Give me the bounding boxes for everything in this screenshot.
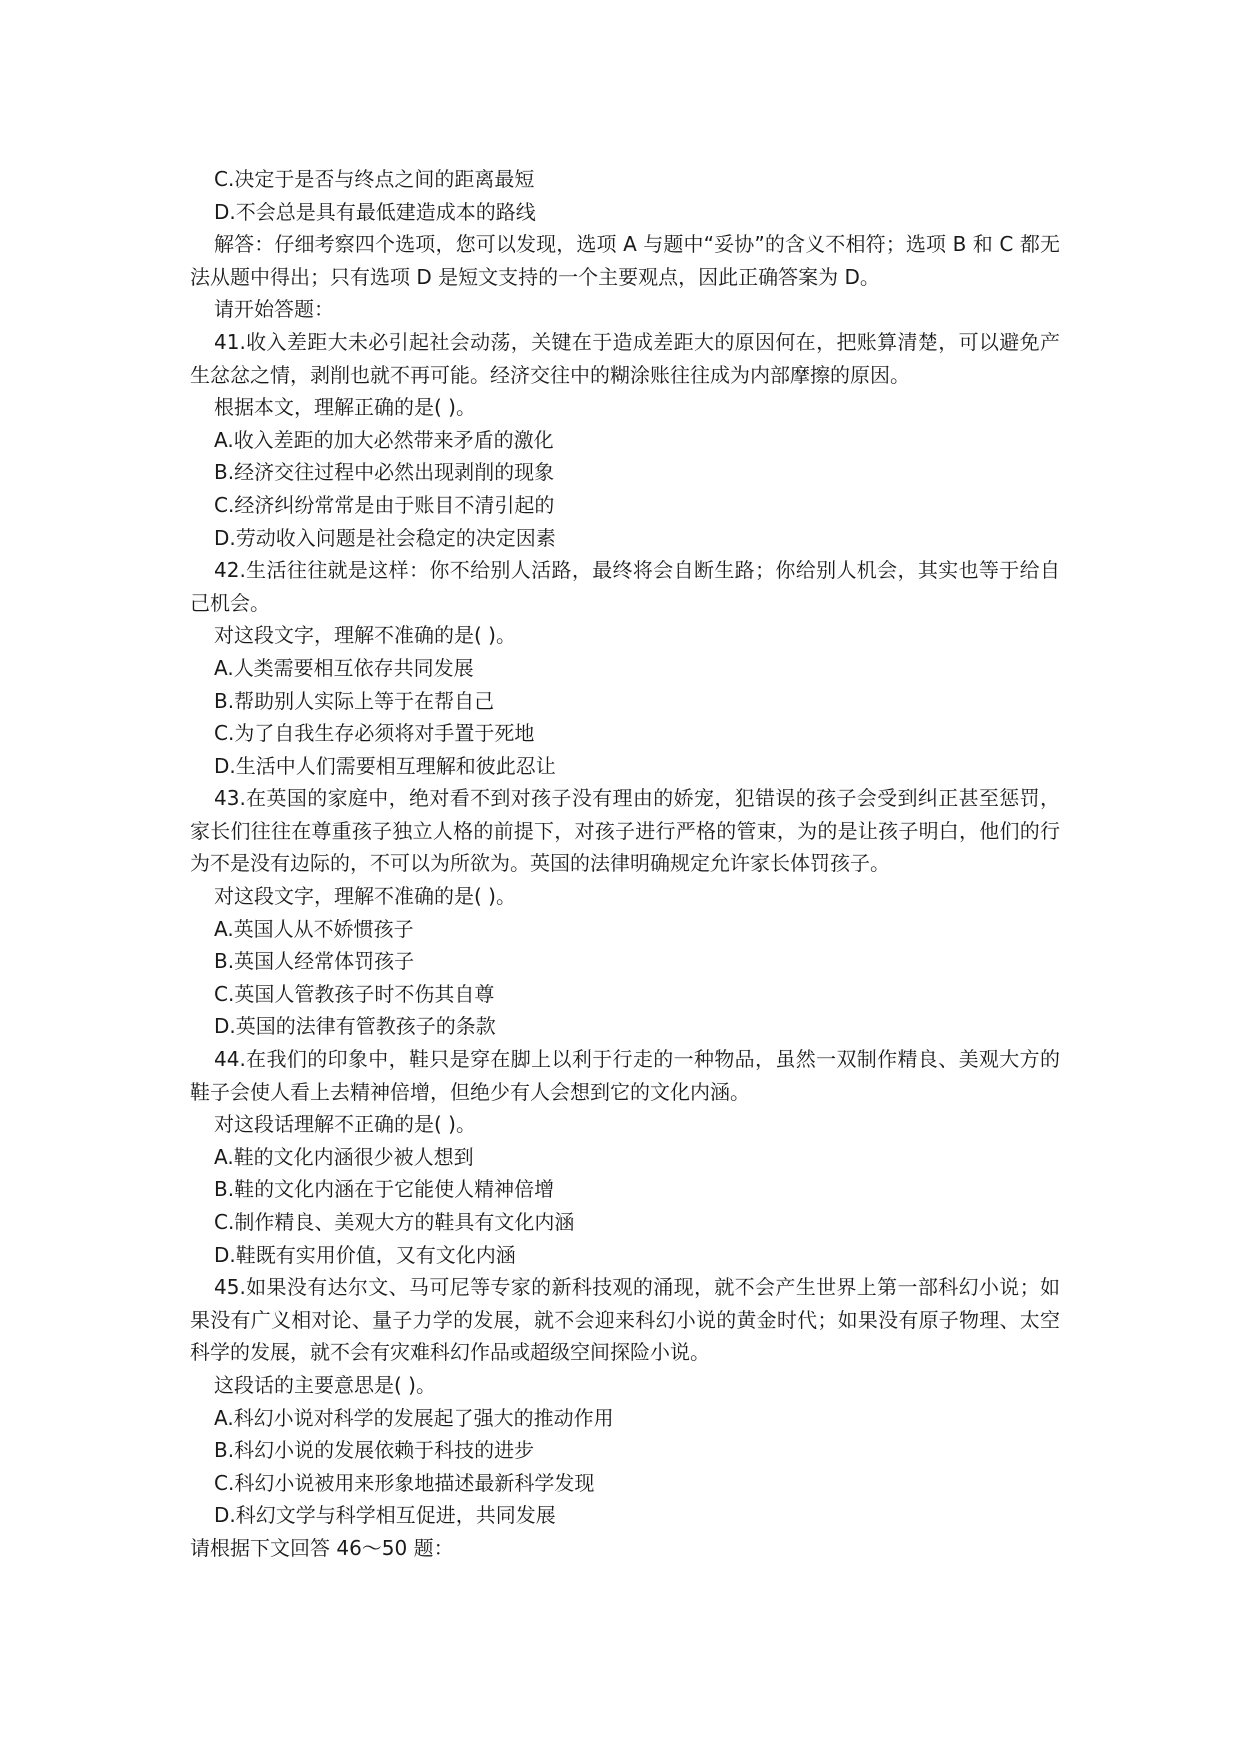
question-41-option-c: C.经济纠纷常常是由于账目不清引起的 — [214, 492, 555, 517]
question-44-option-d: D.鞋既有实用价值，又有文化内涵 — [214, 1242, 516, 1267]
question-43-option-d: D.英国的法律有管教孩子的条款 — [214, 1014, 496, 1039]
question-42-option-a: A.人类需要相互依存共同发展 — [214, 655, 474, 680]
question-41-option-b: B.经济交往过程中必然出现剥削的现象 — [214, 460, 555, 485]
question-45-option-a: A.科幻小说对科学的发展起了强大的推动作用 — [214, 1405, 614, 1430]
question-45-option-d: D.科幻文学与科学相互促进，共同发展 — [214, 1503, 556, 1528]
question-43-stem: 43.在英国的家庭中，绝对看不到对孩子没有理由的娇宠，犯错误的孩子会受到纠正甚至惩罚，家长们往往在尊重孩子独立人格的前提下，对孩子进行严格的管束，为的是让孩子明白，他们的行为不是没有边际的，不可以为所欲为。英国的法律明确规定允许家长体罚孩子。 — [190, 786, 1060, 876]
section-instruction: 请根据下文回答 46～50 题： — [190, 1535, 454, 1560]
question-44-stem: 44.在我们的印象中，鞋只是穿在脚上以利于行走的一种物品，虽然一双制作精良、美观大方的鞋子会使人看上去精神倍增，但绝少有人会想到它的文化内涵。 — [190, 1047, 1060, 1104]
question-44-option-c: C.制作精良、美观大方的鞋具有文化内涵 — [214, 1210, 575, 1234]
question-44-option-b: B.鞋的文化内涵在于它能使人精神倍增 — [214, 1177, 555, 1202]
question-42-option-b: B.帮助别人实际上等于在帮自己 — [214, 688, 495, 713]
question-45-option-c: C.科幻小说被用来形象地描述最新科学发现 — [214, 1470, 595, 1495]
question-42-stem: 42.生活往往就是这样：你不给别人活路，最终将会自断生路；你给别人机会，其实也等于给自己机会。 — [190, 558, 1060, 615]
option-c-prev: C.决定于是否与终点之间的距离最短 — [214, 167, 535, 191]
question-43-prompt: 对这段文字，理解不准确的是( )。 — [214, 884, 516, 909]
document-page — [190, 163, 1060, 1565]
question-44-prompt: 对这段话理解不正确的是( )。 — [214, 1112, 476, 1137]
question-41-option-a: A.收入差距的加大必然带来矛盾的激化 — [214, 427, 554, 452]
question-41-option-d: D.劳动收入问题是社会稳定的决定因素 — [214, 525, 556, 550]
question-45-option-b: B.科幻小说的发展依赖于科技的进步 — [214, 1438, 535, 1463]
question-43-option-b: B.英国人经常体罚孩子 — [214, 949, 415, 974]
question-41-prompt: 根据本文，理解正确的是( )。 — [214, 395, 476, 420]
question-43-option-c: C.英国人管教孩子时不伤其自尊 — [214, 981, 495, 1006]
question-42-option-d: D.生活中人们需要相互理解和彼此忍让 — [214, 753, 556, 778]
question-43-option-a: A.英国人从不娇惯孩子 — [214, 916, 414, 941]
option-d-prev: D.不会总是具有最低建造成本的路线 — [214, 199, 536, 224]
start-prompt: 请开始答题： — [214, 297, 334, 322]
question-44-option-a: A.鞋的文化内涵很少被人想到 — [214, 1144, 474, 1169]
question-45-stem: 45.如果没有达尔文、马可尼等专家的新科技观的涌现，就不会产生世界上第一部科幻小说；如果没有广义相对论、量子力学的发展，就不会迎来科幻小说的黄金时代；如果没有原子物理、太空科学的发展，就不会有灾难科幻作品或超级空间探险小说。 — [190, 1275, 1060, 1365]
question-42-option-c: C.为了自我生存必须将对手置于死地 — [214, 721, 535, 746]
answer-explanation: 解答：仔细考察四个选项，您可以发现，选项 A 与题中“妥协”的含义不相符；选项 B 和 C 都无法从题中得出；只有选项 D 是短文支持的一个主要观点，因此正确答案为 D。 — [190, 232, 1060, 289]
question-41-stem: 41.收入差距大未必引起社会动荡，关键在于造成差距大的原因何在，把账算清楚，可以避免产生忿忿之情，剥削也就不再可能。经济交往中的糊涂账往往成为内部摩擦的原因。 — [190, 329, 1060, 387]
question-42-prompt: 对这段文字，理解不准确的是( )。 — [214, 623, 516, 648]
question-45-prompt: 这段话的主要意思是( )。 — [214, 1372, 436, 1397]
